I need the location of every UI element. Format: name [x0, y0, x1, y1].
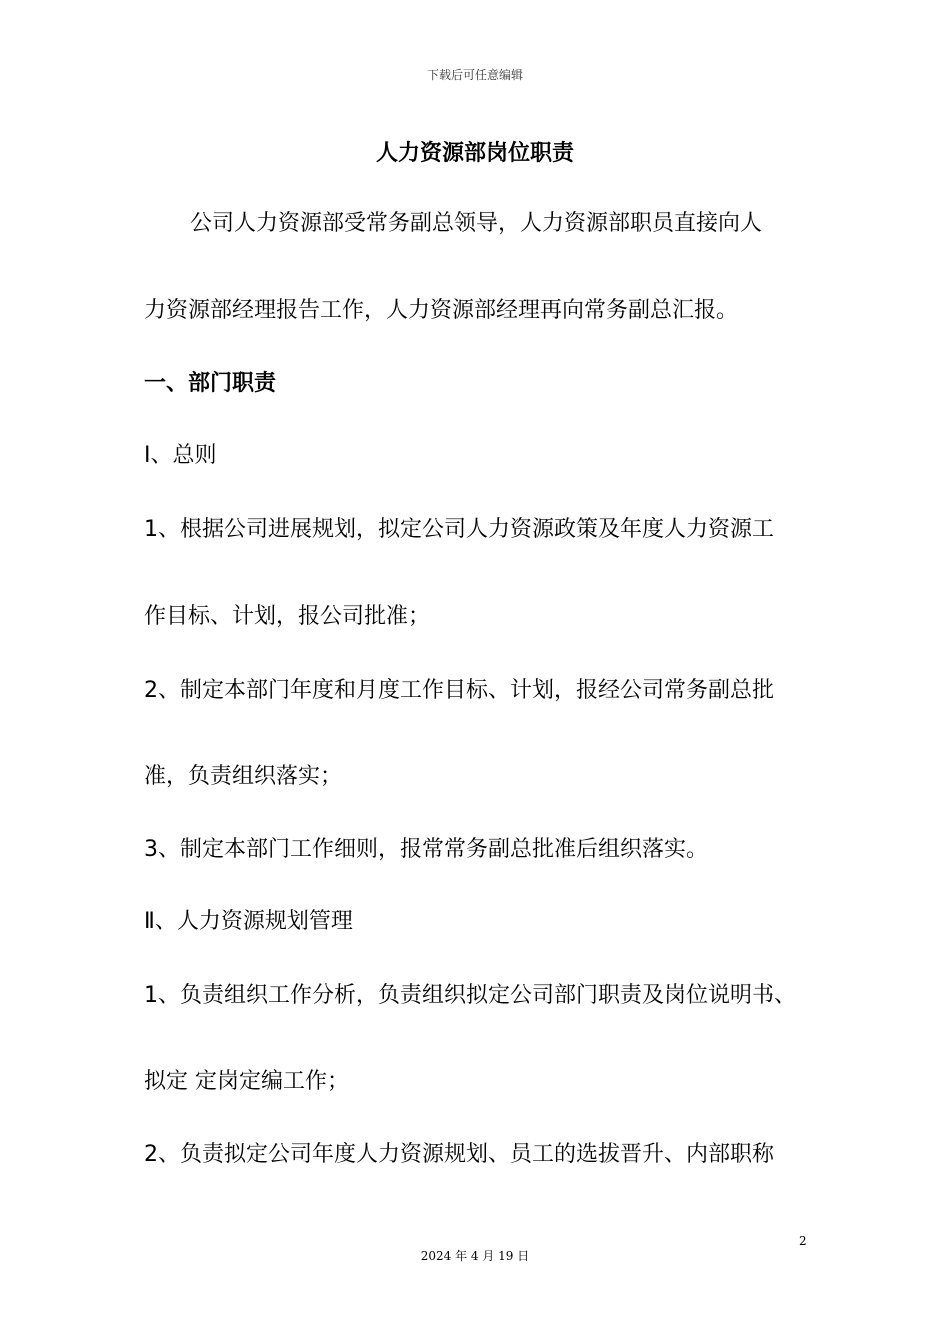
intro-line-2: 力资源部经理报告工作，人力资源部经理再向常务副总汇报。: [144, 298, 739, 323]
intro-line-1: 公司人力资源部受常务副总领导，人力资源部职员直接向人: [190, 211, 763, 236]
document-title: 人力资源部岗位职责: [375, 141, 574, 166]
subsection-heading-hr-planning: Ⅱ、人力资源规划管理: [144, 909, 353, 934]
section-heading-department-duties: 一、部门职责: [144, 371, 277, 396]
page-number: 2: [799, 1234, 807, 1248]
general-item-2-line-1: 2、制定本部门年度和月度工作目标、计划，报经公司常务副总批: [144, 678, 774, 703]
planning-item-2-line-1: 2、负责拟定公司年度人力资源规划、员工的选拔晋升、内部职称: [144, 1142, 774, 1167]
planning-item-1-line-1: 1、负责组织工作分析，负责组织拟定公司部门职责及岗位说明书、: [144, 983, 796, 1008]
planning-item-1-line-2: 拟定 定岗定编工作；: [144, 1069, 349, 1094]
header-note: 下载后可任意编辑: [426, 68, 523, 82]
footer-date: 2024 年 4 月 19 日: [420, 1249, 530, 1263]
subsection-heading-general: Ⅰ、总则: [144, 443, 217, 468]
general-item-1-line-2: 作目标、计划，报公司批准；: [144, 604, 431, 629]
general-item-2-line-2: 准，负责组织落实；: [144, 764, 343, 789]
general-item-3-line-1: 3、制定本部门工作细则，报常常务副总批准后组织落实。: [144, 837, 708, 862]
general-item-1-line-1: 1、根据公司进展规划，拟定公司人力资源政策及年度人力资源工: [144, 517, 774, 542]
